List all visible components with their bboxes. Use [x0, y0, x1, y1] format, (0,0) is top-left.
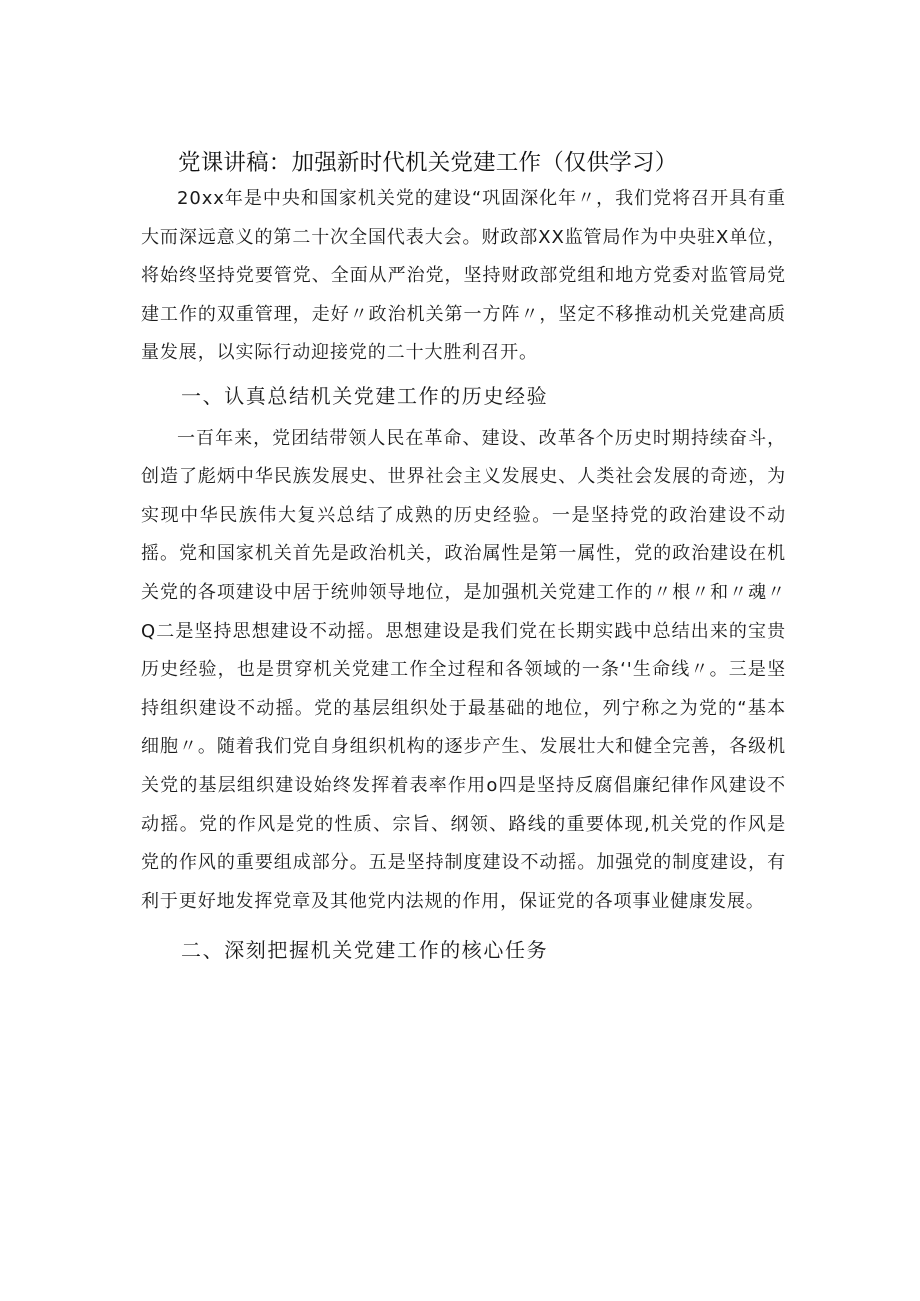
intro-paragraph: 20xx年是中央和国家机关党的建设“巩固深化年〃，我们党将召开具有重大而深远意义的第二十次全国代表大会。财政部XX监管局作为中央驻X单位，将始终坚持党要管党、全面从严治党，坚持财政部党组和地方党委对监管局党建工作的双重管理，走好〃政治机关第一方阵〃，坚定不移推动机关党建高质量发展，以实际行动迎接党的二十大胜利召开。 — [141, 188, 786, 364]
section-heading-2: 二、深刻把握机关党建工作的核心任务 — [181, 938, 549, 963]
document-title: 党课讲稿：加强新时代机关党建工作（仅供学习） — [178, 150, 678, 176]
section-1-paragraph: 一百年来，党团结带领人民在革命、建设、改革各个历史时期持续奋斗，创造了彪炳中华民族发展史、世界社会主义发展史、人类社会发展的奇迹，为实现中华民族伟大复兴总结了成熟的历史经验。一是坚持党的政治建设不动摇。党和国家机关首先是政治机关，政治属性是第一属性，党的政治建设在机关党的各项建设中居于统帅领导地位，是加强机关党建工作的〃根〃和〃魂〃Q二是坚持思想建设不动摇。思想建设是我们党在长期实践中总结出来的宝贵历史经验，也是贯穿机关党建工作全过程和各领域的一条‘'生命线〃。三是坚持组织建设不动摇。党的基层组织处于最基础的地位，列宁称之为党的“基本细胞〃。随着我们党自身组织机构的逐步产生、发展壮大和健全完善，各级机关党的基层组织建设始终发挥着表率作用o四是坚持反腐倡廉纪律作风建设不动摇。党的作风是党的性质、宗旨、纲领、路线的重要体现,机关党的作风是党的作风的重要组成部分。五是坚持制度建设不动摇。加强党的制度建设，有利于更好地发挥党章及其他党内法规的作用，保证党的各项事业健康发展。 — [141, 427, 786, 912]
document-body — [141, 180, 786, 970]
section-heading-1: 一、认真总结机关党建工作的历史经验 — [181, 383, 549, 408]
